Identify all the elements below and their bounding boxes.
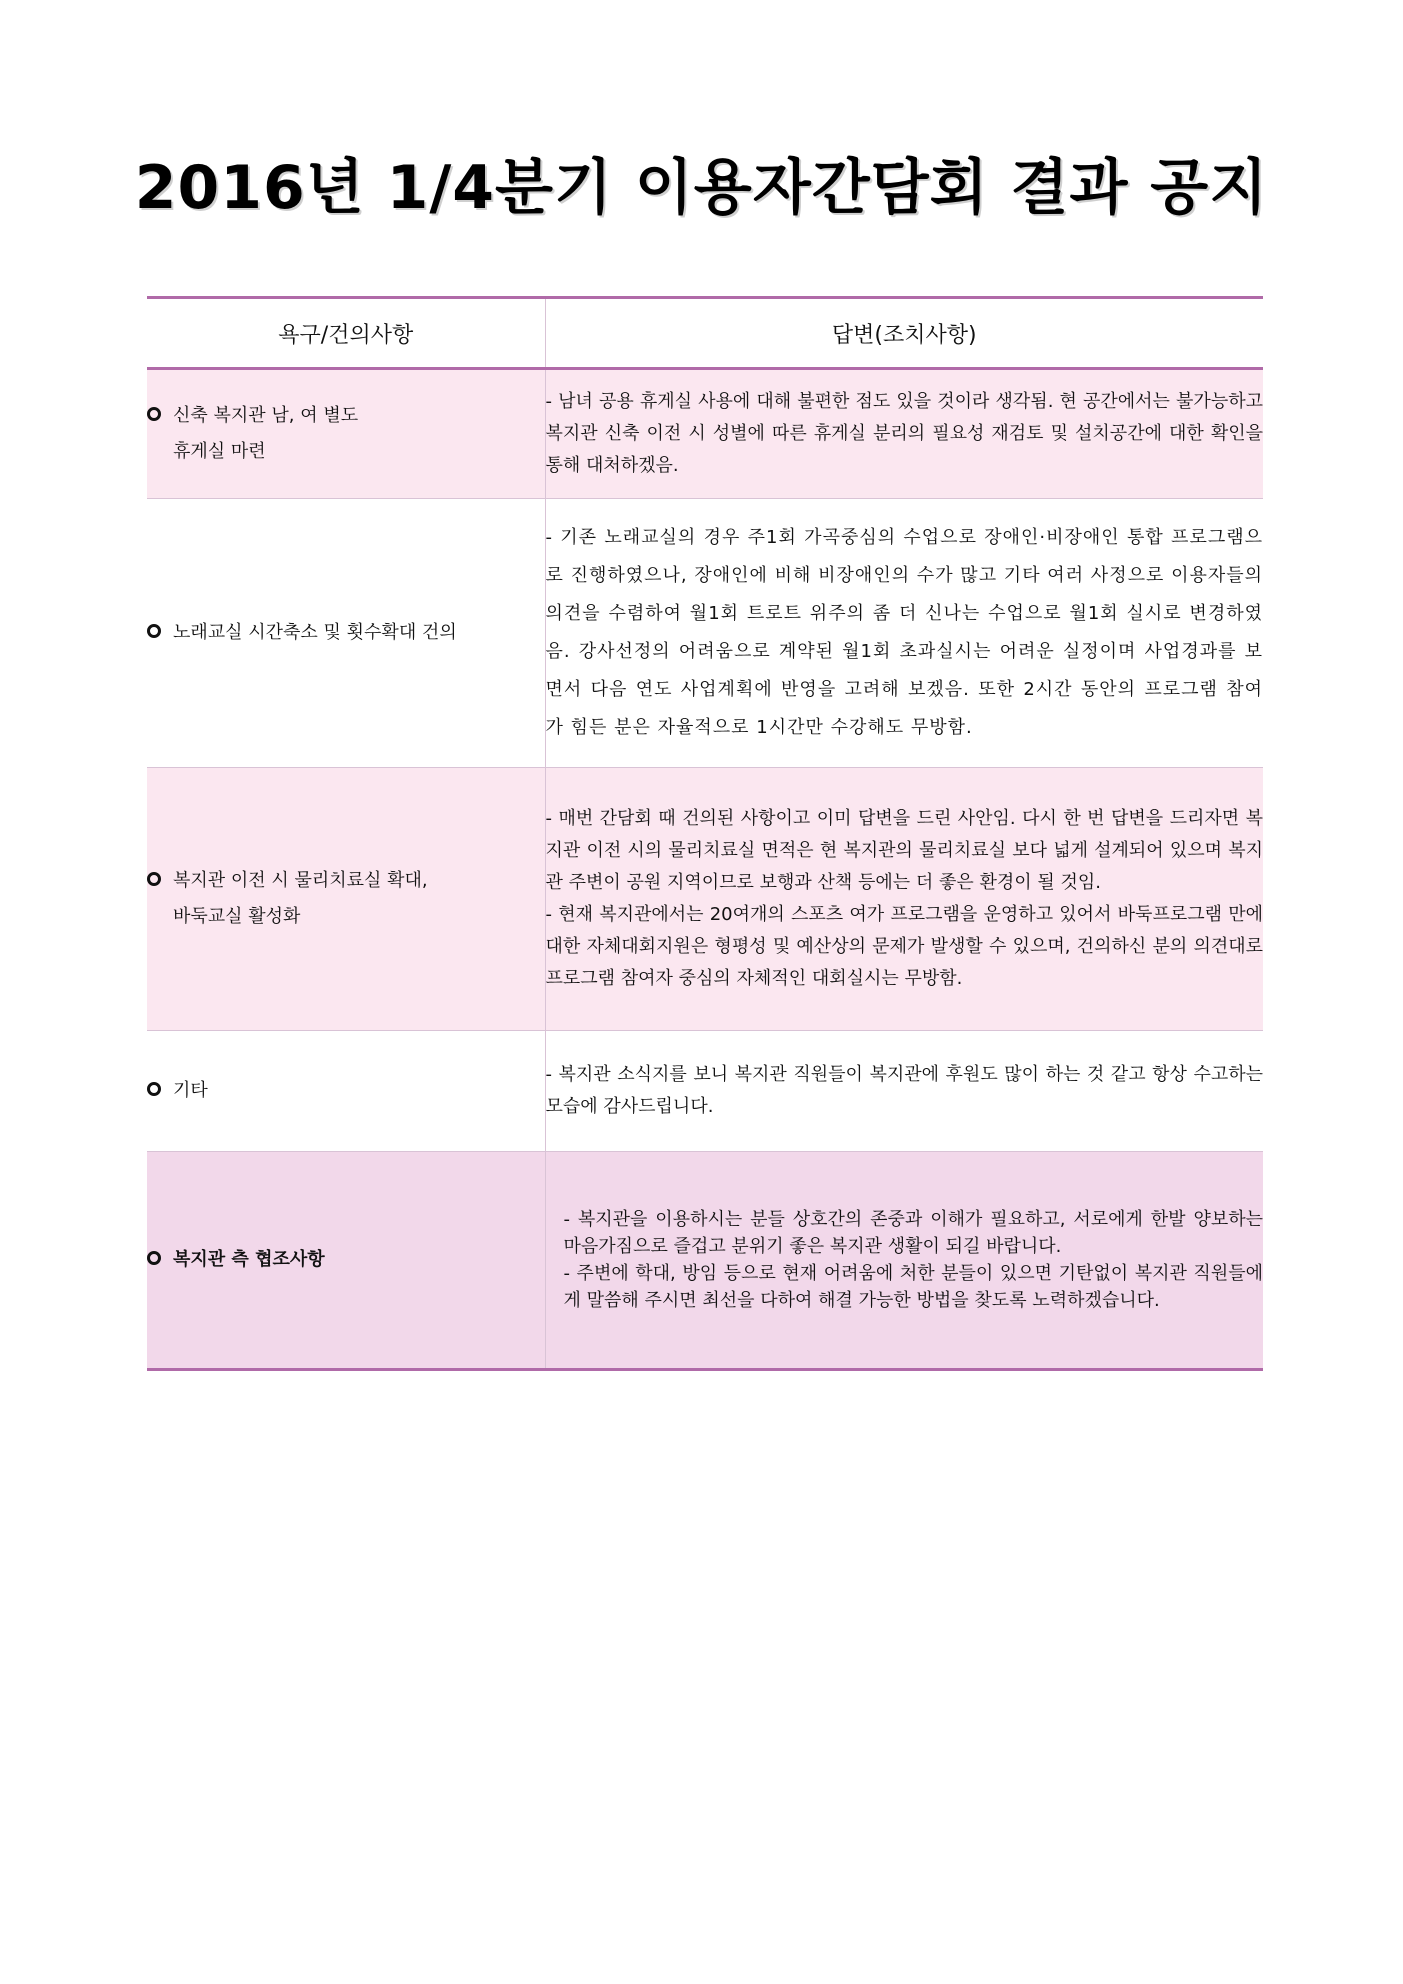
bullet-icon xyxy=(147,1251,161,1265)
request-text: 복지관 측 협조사항 xyxy=(173,1249,325,1270)
table-row xyxy=(147,768,1263,1031)
answer-text: - 복지관을 이용하시는 분들 상호간의 존중과 이해가 필요하고, 서로에게 한발 양보하는 마음가짐으로 즐겁고 분위기 좋은 복지관 생활이 되길 바랍니다. - 주변에 학대, 방임 등으로 현재 어려움에 처한 분들이 있으면 기탄없이 복지관 직원들에게 말씀해 주시면 최선을 다하여 해결 가능한 방법을 찾도록 노력하겠습니다. xyxy=(563,1209,1263,1311)
table-header-row xyxy=(147,298,1263,369)
table-row xyxy=(147,369,1263,499)
table-row xyxy=(147,499,1263,768)
answer-cell xyxy=(545,369,1263,499)
answer-cell xyxy=(545,1031,1263,1152)
request-text: 기타 xyxy=(173,1080,208,1101)
answer-cell xyxy=(545,768,1263,1031)
answer-text: - 매번 간담회 때 건의된 사항이고 이미 답변을 드린 사안임. 다시 한 번 답변을 드리자면 복지관 이전 시의 물리치료실 면적은 현 복지관의 물리치료실 보다 넓게 설계되어 있으며 복지관 주변이 공원 지역이므로 보행과 산책 등에는 더 좋은 환경이 될 것임. - 현재 복지관에서는 20여개의 스포츠 여가 프로그램을 운영하고 있어서 바둑프로그램 만에 대한 자체대회지원은 형평성 및 예산상의 문제가 발생할 수 있으며, 건의하신 분의 의견대로 프로그램 참여자 중심의 자체적인 대회실시는 무방함. xyxy=(545,808,1263,989)
bullet-icon xyxy=(147,624,161,638)
answer-cell xyxy=(545,1152,1263,1370)
request-cell xyxy=(147,499,545,768)
request-cell xyxy=(147,768,545,1031)
table-row xyxy=(147,1031,1263,1152)
request-text: 신축 복지관 남, 여 별도 휴게실 마련 xyxy=(173,405,359,462)
header-answer: 답변(조치사항) xyxy=(545,298,1263,369)
table-row xyxy=(147,1152,1263,1370)
results-table xyxy=(147,296,1263,1371)
answer-text: - 남녀 공용 휴게실 사용에 대해 불편한 점도 있을 것이라 생각됨. 현 공간에서는 불가능하고 복지관 신축 이전 시 성별에 따른 휴게실 분리의 필요성 재검토 및 설치공간에 대한 확인을 통해 대처하겠음. xyxy=(545,391,1263,476)
request-cell xyxy=(147,369,545,499)
page-title: 2016년 1/4분기 이용자간담회 결과 공지 xyxy=(134,153,1269,223)
bullet-icon xyxy=(147,407,161,421)
bullet-icon xyxy=(147,872,161,886)
answer-text: - 기존 노래교실의 경우 주1회 가곡중심의 수업으로 장애인·비장애인 통합 프로그램으로 진행하였으나, 장애인에 비해 비장애인의 수가 많고 기타 여러 사정으로 이용자들의 의견을 수렴하여 월1회 트로트 위주의 좀 더 신나는 수업으로 월1회 실시로 변경하였음. 강사선정의 어려움으로 계약된 월1회 초과실시는 어려운 실정이며 사업경과를 보면서 다음 연도 사업계획에 반영을 고려해 보겠음. 또한 2시간 동안의 프로그램 참여가 힘든 분은 자율적으로 1시간만 수강해도 무방함. xyxy=(545,527,1264,738)
request-cell xyxy=(147,1031,545,1152)
request-cell xyxy=(147,1152,545,1370)
answer-text: - 복지관 소식지를 보니 복지관 직원들이 복지관에 후원도 많이 하는 것 같고 항상 수고하는 모습에 감사드립니다. xyxy=(545,1064,1263,1117)
request-text: 노래교실 시간축소 및 횟수확대 건의 xyxy=(173,622,457,643)
answer-cell xyxy=(545,499,1263,768)
bullet-icon xyxy=(147,1082,161,1096)
header-request: 욕구/건의사항 xyxy=(147,298,545,369)
request-text: 복지관 이전 시 물리치료실 확대, 바둑교실 활성화 xyxy=(173,870,428,927)
